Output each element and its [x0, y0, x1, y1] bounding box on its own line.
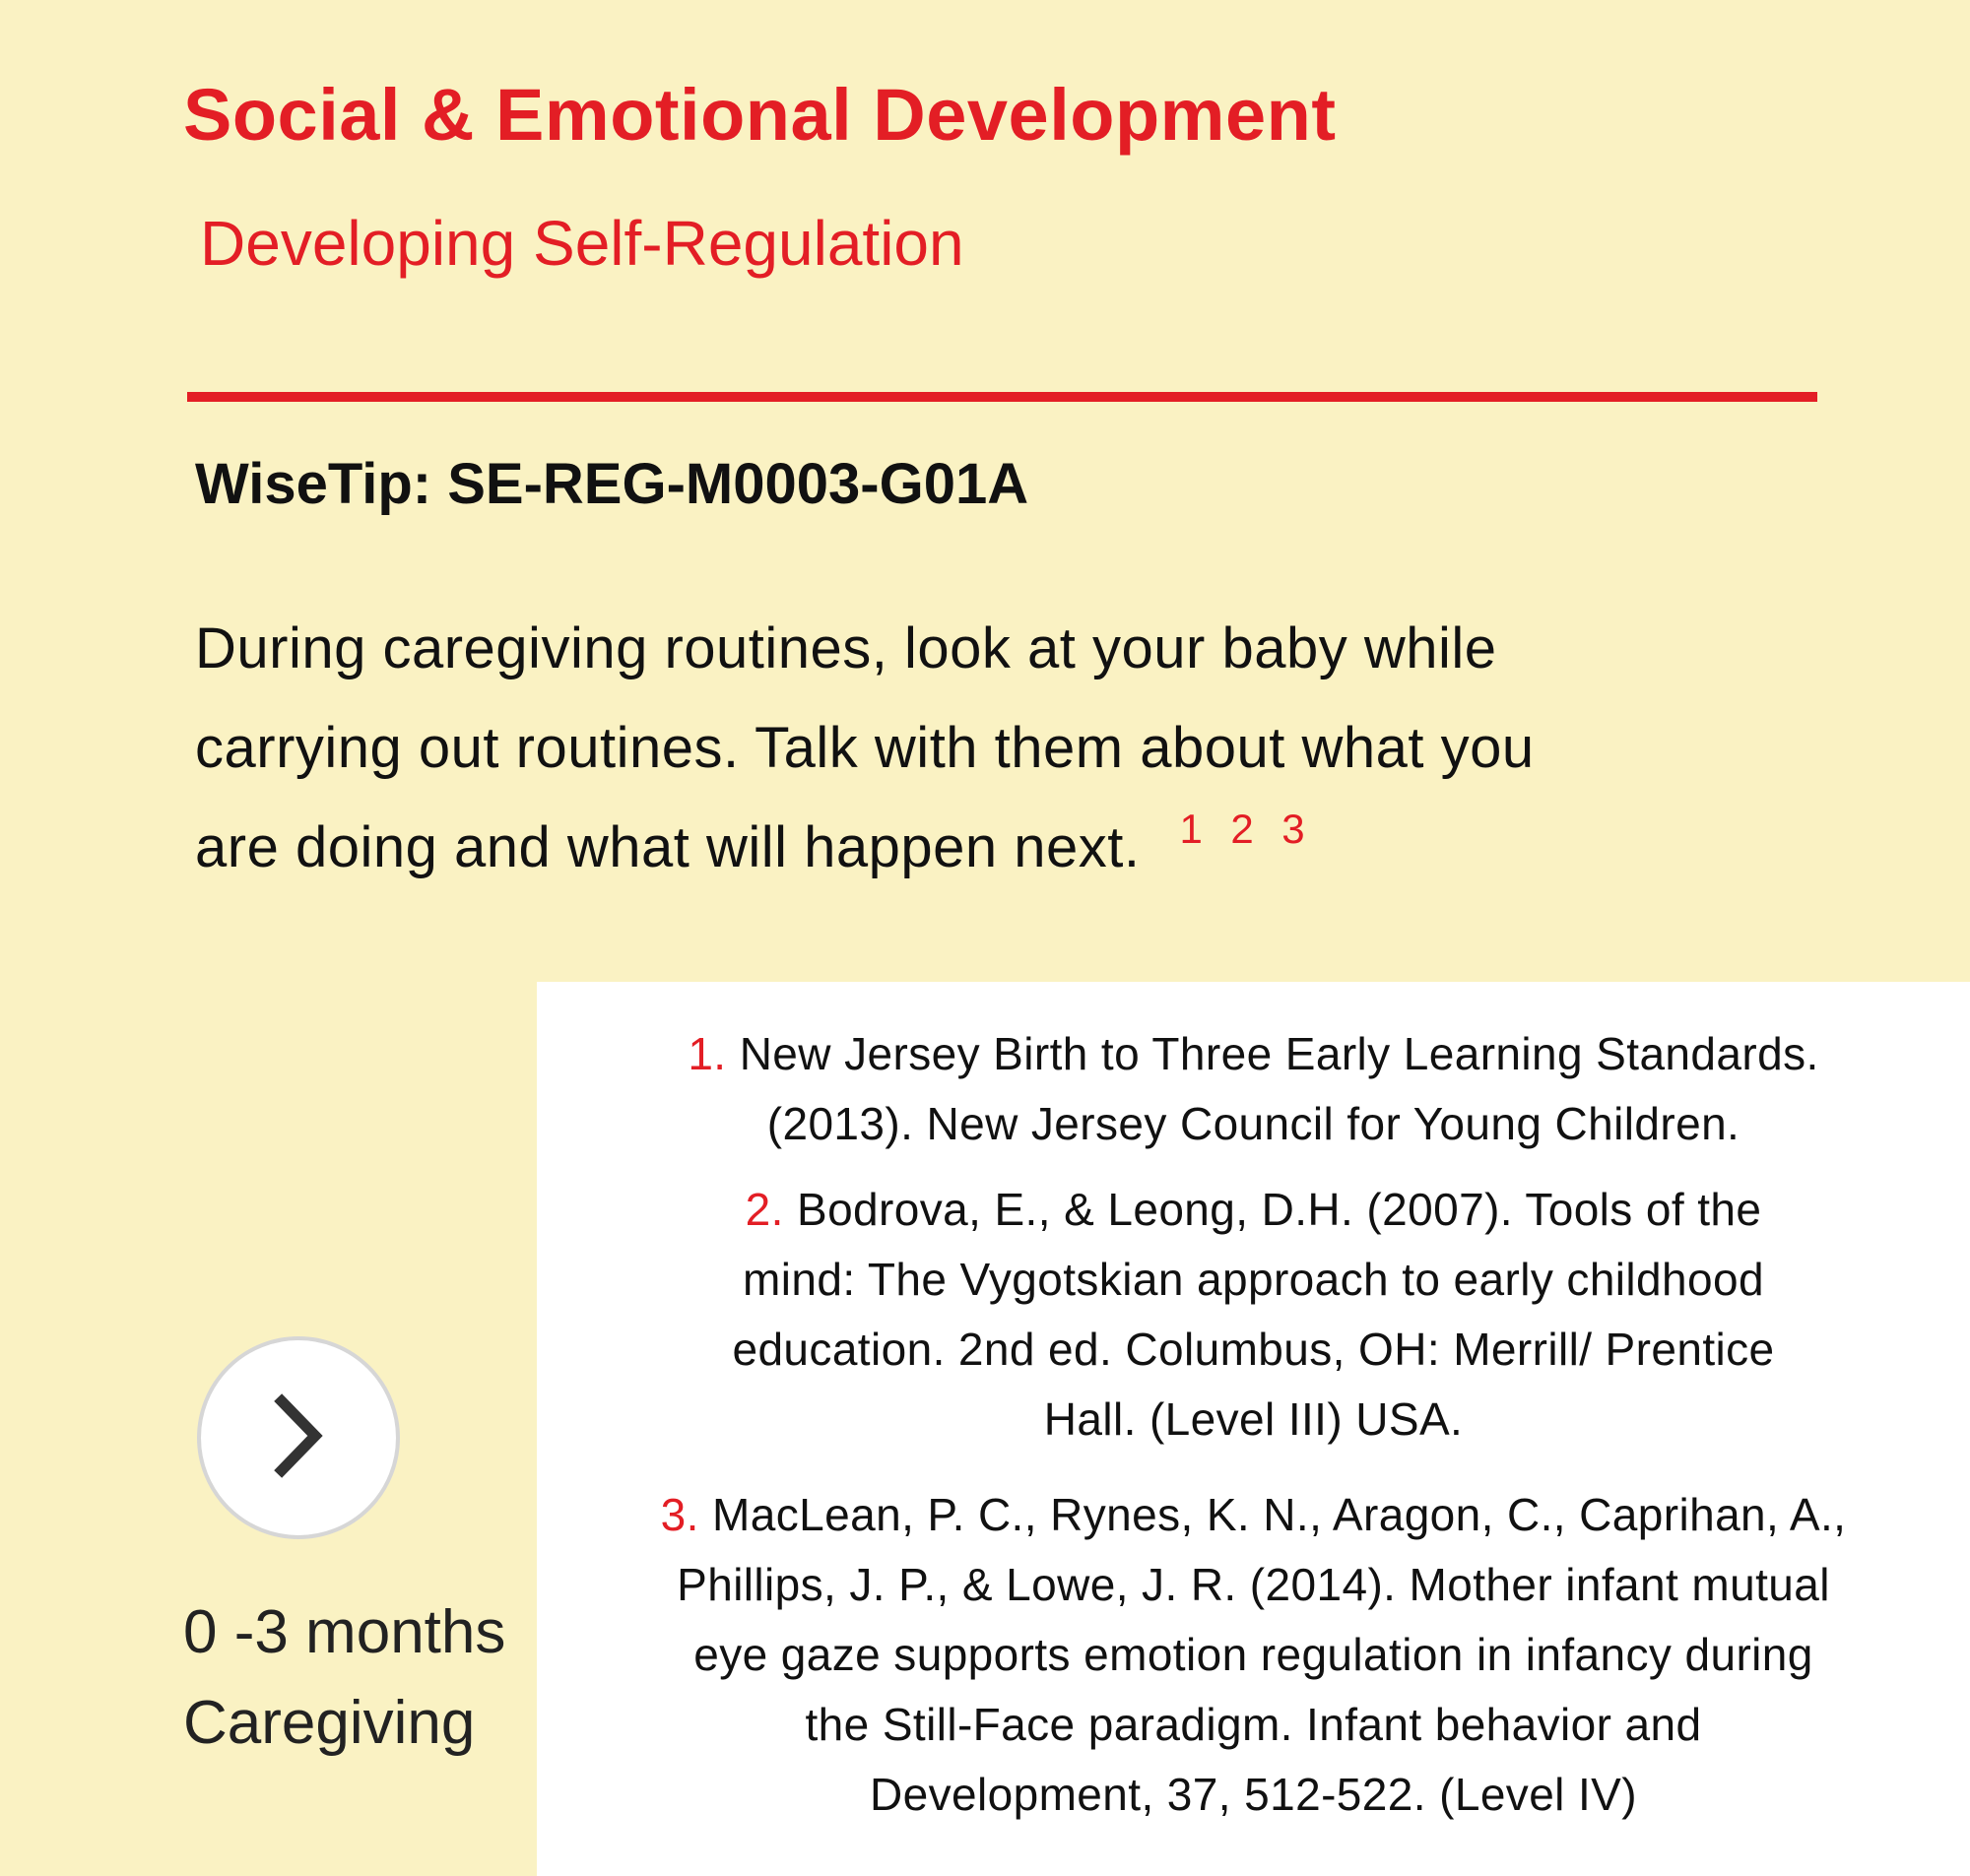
- tip-line-last: [195, 798, 1929, 902]
- reference-line: the Still-Face paradigm. Infant behavior and: [805, 1699, 1702, 1750]
- reference-1: [537, 1019, 1970, 1159]
- reference-number: 3.: [660, 1489, 699, 1540]
- reference-line: (2013). New Jersey Council for Young Children.: [766, 1098, 1740, 1149]
- citation-marker-3[interactable]: 3: [1281, 806, 1306, 852]
- reference-line: education. 2nd ed. Columbus, OH: Merrill/ Prentice: [732, 1324, 1775, 1375]
- wisetip-text: [195, 599, 1929, 902]
- references-panel: [537, 982, 1970, 1876]
- age-range: 0 -3 months: [183, 1598, 506, 1666]
- reference-line: Hall. (Level III) USA.: [1043, 1393, 1464, 1445]
- chevron-right-icon: [264, 1391, 333, 1485]
- page-subtitle: Developing Self-Regulation: [200, 208, 964, 279]
- citation-markers: [1180, 779, 1334, 878]
- wisetip-label: WiseTip:: [195, 452, 432, 516]
- tip-line: During caregiving routines, look at your baby while: [195, 616, 1497, 680]
- tip-line: carrying out routines. Talk with them about what you: [195, 716, 1535, 780]
- age-category: Caregiving: [183, 1689, 476, 1757]
- title-divider: [187, 392, 1817, 402]
- reference-line: [537, 1019, 1970, 1089]
- reference-line: eye gaze supports emotion regulation in infancy during: [693, 1629, 1813, 1680]
- reference-2: [537, 1175, 1970, 1455]
- age-group-label: [183, 1587, 505, 1769]
- reference-text: MacLean, P. C., Rynes, K. N., Aragon, C., Caprihan, A.,: [712, 1489, 1847, 1540]
- wisetip-code: SE-REG-M0003-G01A: [447, 452, 1029, 516]
- citation-marker-2[interactable]: 2: [1230, 806, 1255, 852]
- page-title: Social & Emotional Development: [183, 74, 1337, 156]
- reference-text: New Jersey Birth to Three Early Learning Standards.: [739, 1028, 1819, 1079]
- reference-line: mind: The Vygotskian approach to early childhood: [743, 1254, 1764, 1305]
- tip-line-text: are doing and what will happen next.: [195, 815, 1141, 879]
- reference-line: Phillips, J. P., & Lowe, J. R. (2014). Mother infant mutual: [677, 1559, 1830, 1610]
- next-button[interactable]: [197, 1336, 400, 1539]
- wisetip-heading: [195, 451, 1028, 517]
- reference-line: Development, 37, 512-522. (Level IV): [870, 1769, 1637, 1820]
- reference-line: [537, 1480, 1970, 1550]
- reference-line: [537, 1175, 1970, 1245]
- reference-3: [537, 1480, 1970, 1830]
- reference-number: 1.: [688, 1028, 727, 1079]
- reference-number: 2.: [745, 1184, 784, 1235]
- citation-marker-1[interactable]: 1: [1179, 806, 1204, 852]
- reference-text: Bodrova, E., & Leong, D.H. (2007). Tools of the: [796, 1184, 1762, 1235]
